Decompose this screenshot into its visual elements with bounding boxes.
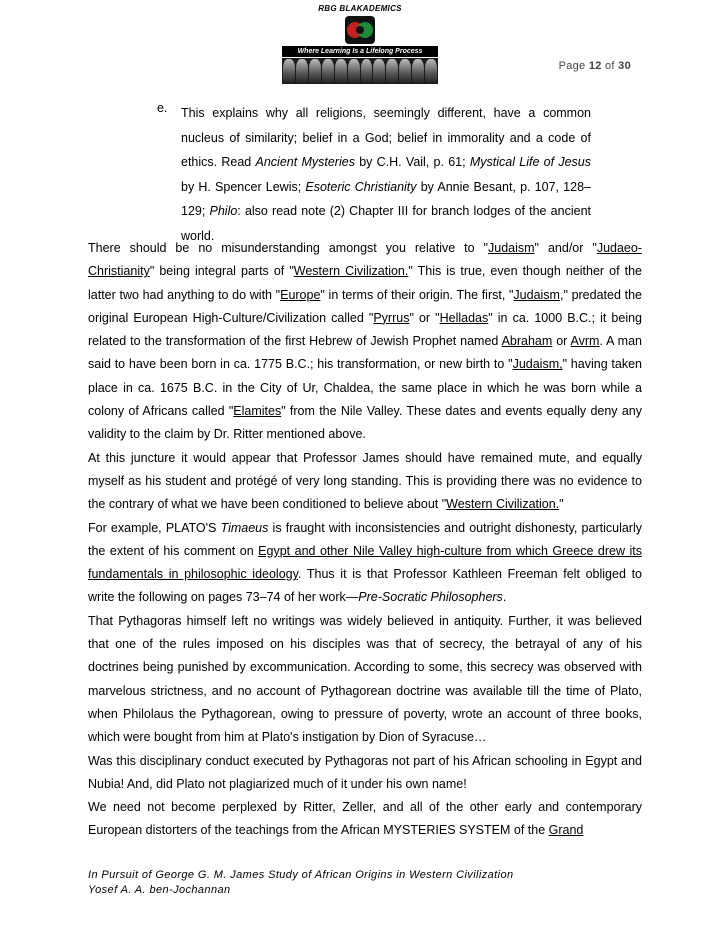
main-text [88,237,642,843]
footer-author: Yosef A. A. ben-Jochannan [88,884,231,896]
header-logo [282,4,438,86]
page-number: Page 12 of 30 [558,60,631,72]
paragraph-pythagoras-quote: That Pythagoras himself left no writings was widely believed in antiquity. Further, it was believed that one of the rules imposed on his disciples was that of secrecy, the betrayal of any of his doctrines being punished by excommunication. According to some, this secrecy was observed with marvelous strictness, and no account of Pythagorean doctrine was available till the time of Plato, when Philolaus the Pythagorean, owing to pressure of poverty, wrote an account of three books, which were bought from him at Plato's instigation by Dion of Syracuse… [88,613,642,745]
rbg-emblem-icon [344,15,376,45]
footer [88,868,648,898]
paragraph-perplexed: We need not become perplexed by Ritter, Zeller, and all of the other early and contemporary European distorters of the teachings from the African MYSTERIES SYSTEM of the Grand [88,800,642,838]
paragraph-timaeus: For example, PLATO'S Timaeus is fraught with inconsistencies and outright dishonesty, particularly the extent of his comment on Egypt and other Nile Valley high-culture from which Greece drew its fundamentals in philosophic ideology. Thus it is that Professor Kathleen Freeman felt obliged to write the following on pages 73–74 of her work—Pre-Socratic Philosophers. [88,520,642,605]
list-item-text: This explains why all religions, seemingly different, have a common nucleus of similarity; belief in a God; belief in immorality and a code of ethics. Read Ancient Mysteries by C.H. Vail, p. 61; Mystical Life of Jesus by H. Spencer Lewis; Esoteric Christianity by Annie Besant, p. 107, 128–129; Philo: also read note (2) Chapter III for branch lodges of the ancient world. [181,106,591,243]
list-item-e [157,101,591,249]
list-marker: e. [157,101,168,115]
footer-title: In Pursuit of George G. M. James Study of African Origins in Western Civilization [88,869,514,881]
logo-tagline: Where Learning Is a Lifelong Process [282,46,438,57]
paragraph-disciplinary: Was this disciplinary conduct executed by Pythagoras not part of his African schooling in Egypt and Nubia! And, did Plato not plagiarized much of it under his own name! [88,753,642,791]
portrait-strip-image [282,58,438,84]
paragraph-judaism: There should be no misunderstanding amongst you relative to "Judaism" and/or "Judaeo-Christianity" being integral parts of "Western Civilization." This is true, even though neither of the latter two had anything to do with "Europe" in terms of their origin. The first, "Judaism," predated the original European High-Culture/Civilization called "Pyrrus" or "Helladas" in ca. 1000 B.C.; it being related to the transformation of the first Hebrew of Jewish Prophet named Abraham or Avrm. A man said to have been born in ca. 1775 B.C.; his transformation, or new birth to "Judaism," having taken place in ca. 1675 B.C. in the City of Ur, Chaldea, the same place in which he was born while a colony of Africans called "Elamites" from the Nile Valley. These dates and events equally deny any validity to the claim by Dr. Ritter mentioned above. [88,241,643,442]
paragraph-juncture: At this juncture it would appear that Professor James should have remained mute, and equally myself as his student and protégé of very long standing. This is providing there was no evidence to the contrary of what we have been conditioned to believe about "Western Civilization." [88,450,642,512]
logo-title: RBG BLAKADEMICS [318,4,402,13]
